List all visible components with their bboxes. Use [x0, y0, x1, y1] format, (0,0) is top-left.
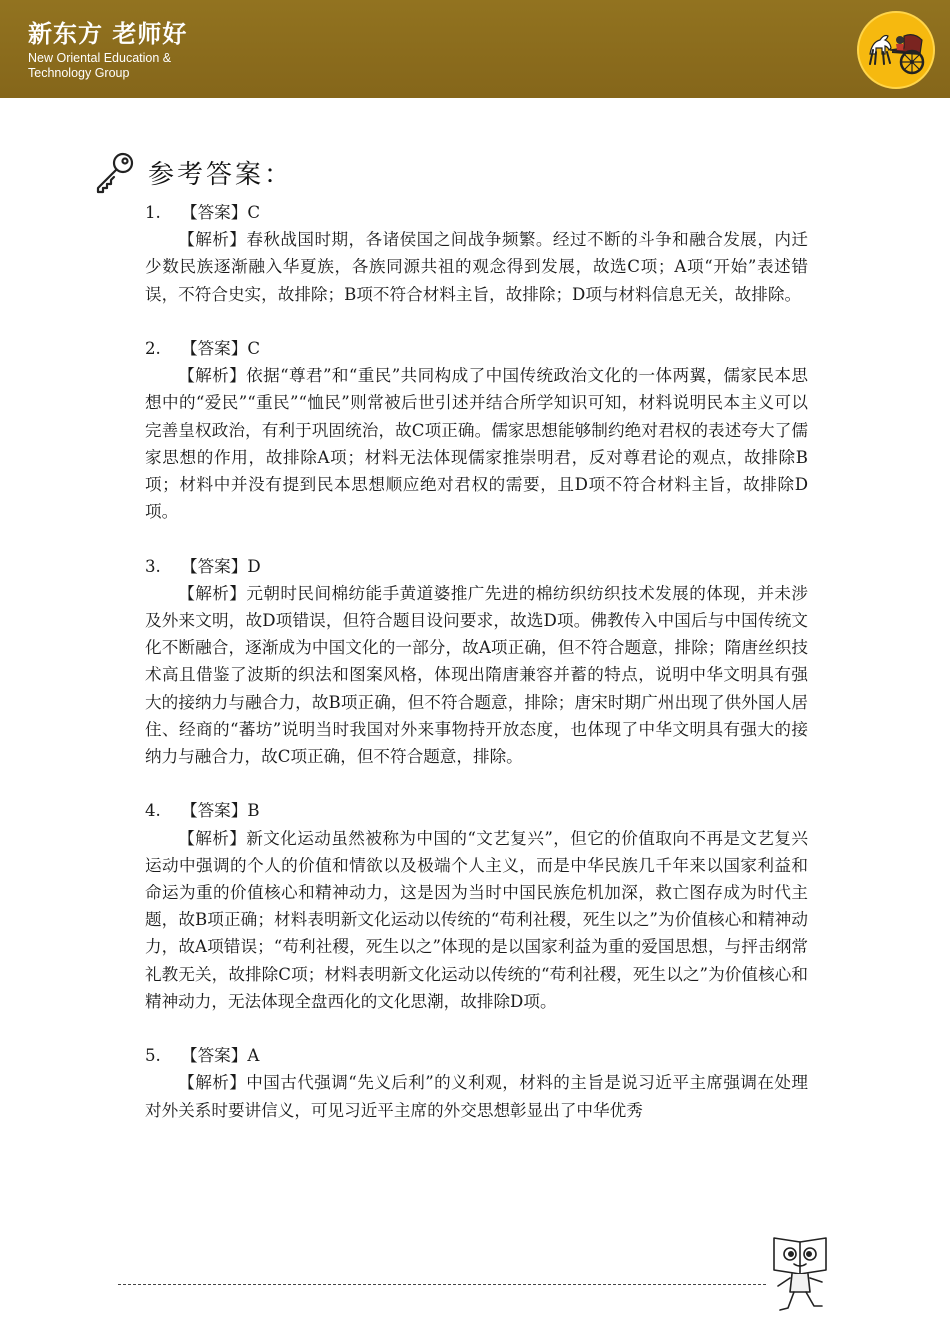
item-number: 2. — [145, 339, 161, 358]
answer-line — [145, 797, 808, 824]
item-number: 1. — [145, 203, 161, 222]
brand-name-cn: 新东方 老师好 — [28, 20, 188, 48]
answer-item-3 — [145, 553, 808, 771]
explanation-text: 【解析】依据“尊君”和“重民”共同构成了中国传统政治文化的一体两翼，儒家民本思想中的“爱民”“重民”“恤民”则常被后世引述并结合所学知识可知，材料说明民本主义可以完善皇权政治，有利于巩固统治，故C项正确。儒家思想能够制约绝对君权的表述夸大了儒家思想的作用，故排除A项；材料无法体现儒家推崇明君，反对尊君论的观点，故排除B项；材料中并没有提到民本思想顺应绝对君权的需要，且D项不符合材料主旨，故排除D项。 — [145, 366, 808, 522]
section-title-text: 参考答案： — [148, 159, 294, 190]
horse-carriage-logo-icon — [856, 10, 936, 90]
answer-value: 【答案】C — [181, 339, 261, 358]
brand-name-en — [28, 51, 228, 81]
key-icon — [92, 150, 136, 194]
reading-book-mascot-icon — [768, 1232, 832, 1316]
footer-dashed-divider — [118, 1284, 766, 1285]
answer-line — [145, 1042, 808, 1069]
answer-line — [145, 335, 808, 362]
explanation-text: 【解析】新文化运动虽然被称为中国的“文艺复兴”，但它的价值取向不再是文艺复兴运动中强调的个人的价值和情欲以及极端个人主义，而是中华民族几千年来以国家利益和命运为重的价值核心和精神动力，这是因为当时中国民族危机加深，救亡图存成为时代主题，故B项正确；材料表明新文化运动以传统的“苟利社稷，死生以之”为价值核心和精神动力，故A项错误；“苟利社稷，死生以之”体现的是以国家利益为重的爱国思想，与抨击纲常礼教无关，故排除C项；材料表明新文化运动以传统的“苟利社稷，死生以之”为价值核心和精神动力，无法体现全盘西化的文化思潮，故排除D项。 — [145, 828, 808, 1011]
explanation-text: 【解析】元朝时民间棉纺能手黄道婆推广先进的棉纺织纺织技术发展的体现，并未涉及外来文明，故D项错误，但符合题目设问要求，故选D项。佛教传入中国后与中国传统文化不断融合，逐渐成为中国文化的一部分，故A项正确，但不符合题意，排除；隋唐丝织技术高且借鉴了波斯的织法和图案风格，体现出隋唐兼容并蓄的特点，说明中华文明具有强大的接纳力与融合力，故B项正确，但不符合题意，排除；唐宋时期广州出现了供外国人居住、经商的“蕃坊”说明当时我国对外来事物持开放态度，也体现了中华文明具有强大的接纳力与融合力，故C项正确，但不符合题意，排除。 — [145, 583, 808, 767]
item-number: 3. — [145, 556, 161, 576]
answer-list — [145, 199, 808, 1151]
answer-item-1 — [145, 199, 808, 308]
brand-name-en-line1: New Oriental Education & — [28, 51, 172, 65]
answer-line — [145, 199, 808, 226]
answer-value: 【答案】C — [181, 203, 261, 222]
answer-section-title — [92, 148, 293, 196]
brand-name-en-line2: Technology Group — [28, 66, 130, 80]
answer-item-5 — [145, 1042, 808, 1124]
explanation-text: 【解析】春秋战国时期，各诸侯国之间战争频繁。经过不断的斗争和融合发展，内迁少数民族逐渐融入华夏族，各族同源共祖的观念得到发展，故选C项；A项“开始”表述错误，不符合史实，故排除；B项不符合材料主旨，故排除；D项与材料信息无关，故排除。 — [145, 230, 808, 304]
answer-value: 【答案】D — [181, 556, 261, 576]
item-number: 5. — [145, 1046, 161, 1066]
answer-item-2 — [145, 335, 808, 525]
answer-value: 【答案】A — [181, 1046, 260, 1066]
answer-item-4 — [145, 797, 808, 1015]
answer-line — [145, 553, 808, 580]
answer-value: 【答案】B — [181, 801, 260, 821]
explanation-text: 【解析】中国古代强调“先义后利”的义利观，材料的主旨是说习近平主席强调在处理对外关系时要讲信义，可见习近平主席的外交思想彰显出了中华优秀 — [145, 1073, 808, 1120]
item-number: 4. — [145, 801, 161, 821]
page-header — [0, 0, 950, 98]
